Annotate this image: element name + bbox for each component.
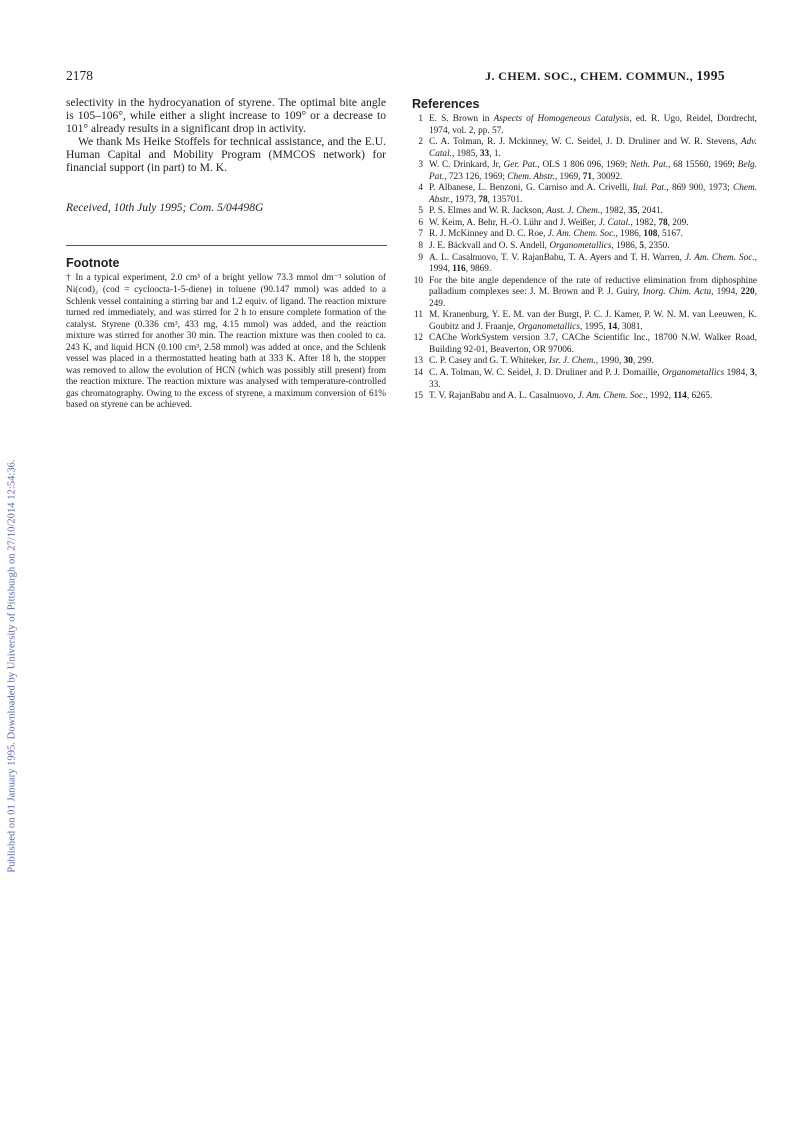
reference-text: , 1995,: [579, 321, 608, 332]
reference-text: , 1990,: [595, 356, 624, 367]
acknowledgement-paragraph: We thank Ms Heike Stoffels for technical assistance, and the E.U. Human Capital and Mobility Program (MMCOS network) for financial support (in part) to M. K.: [66, 134, 386, 174]
reference-volume: 78: [658, 217, 668, 228]
reference-number: 15: [413, 391, 423, 402]
reference-volume: 116: [452, 264, 466, 275]
left-column: [66, 97, 386, 412]
reference-item: [412, 137, 757, 160]
reference-journal: J. Am. Chem. Soc.: [577, 391, 646, 402]
reference-volume: 3: [750, 368, 755, 379]
reference-text: W. C. Drinkard, Jr,: [429, 160, 504, 171]
reference-text: J. E. Bäckvall and O. S. Andell,: [429, 241, 550, 252]
reference-item: [412, 218, 757, 230]
reference-journal: Chem. Abstr.: [429, 183, 758, 205]
reference-text: C. P. Casey and G. T. Whiteker,: [429, 356, 549, 367]
reference-number: 2: [418, 137, 423, 148]
reference-journal: Belg. Pat.: [429, 160, 758, 182]
reference-text: M. Kranenburg, Y. E. M. van der Burgt, P. C. J. Kamer, P. W. N. M. van Leeuwen, K. Goubitz and J. Fraanje,: [429, 310, 757, 332]
reference-text: , 1973,: [450, 194, 479, 205]
reference-text: C. A. Tolman, R. J. Mckinney, W. C. Seidel, J. D. Druliner and W. R. Stevens,: [429, 137, 741, 148]
reference-text: , ed. R. Ugo, Reidel, Dordrecht, 1974, vol. 2, pp. 57.: [429, 114, 758, 136]
reference-journal: Neth. Pat.: [630, 160, 669, 171]
reference-text: A. L. Casalnuovo, T. V. RajanBabu, T. A. Ayers and T. H. Warren,: [429, 252, 685, 263]
reference-number: 5: [418, 206, 423, 217]
body-paragraph: selectivity in the hydrocyanation of styrene. The optimal bite angle is 105–106°, while either a slight increase to 109° or a decrease to 101° already results in a significant drop in activity.: [66, 96, 386, 135]
section-divider: [66, 245, 387, 246]
reference-volume: 114: [673, 391, 687, 402]
reference-item: [412, 229, 757, 241]
journal-name: J. CHEM. SOC., CHEM. COMMUN.,: [485, 69, 693, 83]
reference-text: , 6265.: [686, 391, 713, 402]
reference-number: 9: [418, 252, 423, 263]
reference-text: R. J. McKinney and D. C. Roe,: [429, 229, 548, 240]
reference-number: 13: [413, 356, 423, 367]
reference-text: , 3081.: [617, 321, 643, 332]
reference-text: , 1982,: [630, 217, 659, 228]
reference-volume: 30: [623, 356, 633, 367]
reference-text: , 135701.: [487, 194, 523, 205]
reference-journal: J. Am. Chem. Soc.: [547, 229, 616, 240]
download-watermark: [0, 0, 22, 1127]
reference-text: , OLS 1 806 096, 1969;: [537, 160, 631, 171]
reference-text: , 1986,: [611, 241, 640, 252]
reference-item: [412, 333, 757, 356]
reference-text: , 723 126, 1969;: [444, 171, 508, 182]
reference-number: 7: [418, 229, 423, 240]
reference-journal: Organometallics: [662, 368, 725, 379]
journal-year: 1995: [696, 68, 725, 83]
reference-item: [412, 183, 757, 206]
footnote-text: † In a typical experiment, 2.0 cm³ of a bright yellow 73.3 mmol dm⁻³ solution of Ni(cod)₂ (cod = cycloocta-1-5-diene) in toluene (90.147 mmol) was added to a Schlenk vessel containing a stirring bar and 1.2 equiv. of ligand. The reaction mixture turned red immediately, and was stirred for 2 h to ensure complete formation of the catalyst. Styrene (0.336 cm³, 433 mg, 4.15 mmol) was added, and the reaction mixture was stirred for another 30 min. The reaction mixture was then cooled to ca. 243 K, and liquid HCN (0.100 cm³, 2.58 mmol) was added at once, and the Schlenk vessel was placed in a thermostatted heating bath at 333 K. After 18 h, the stopper was removed to allow the evolution of HCN (which was possibly still present) from the reaction mixture. The reaction mixture was analysed with temperature-controlled gas chromatography. Owing to the excess of styrene, a maximum conversion of 61% based on styrene can be achieved.: [66, 273, 386, 411]
reference-volume: 71: [582, 171, 593, 182]
reference-number: 6: [418, 217, 423, 228]
reference-text: , 1992,: [645, 391, 674, 402]
reference-journal: Organometallics: [517, 321, 580, 332]
reference-text: , 249.: [429, 287, 757, 309]
reference-journal: Ger. Pat.: [503, 160, 538, 171]
reference-number: 1: [418, 114, 423, 124]
reference-volume: 14: [607, 321, 618, 332]
reference-text: C. A. Tolman, W. C. Seidel, J. D. Druliner and P. J. Domaille,: [429, 368, 662, 379]
reference-volume: 78: [478, 194, 488, 205]
reference-text: P. Albanese, L. Benzoni, G. Carniso and A. Crivelli,: [429, 183, 633, 194]
reference-text: , 1982,: [600, 206, 629, 217]
reference-item: [412, 391, 757, 403]
reference-number: 4: [418, 183, 423, 194]
reference-volume: 33: [479, 148, 490, 159]
reference-item: [412, 253, 757, 276]
reference-text: , 5167.: [657, 229, 683, 240]
reference-text: W. Keim, A. Behr, H.-O. Lühr and J. Weißer,: [429, 217, 599, 228]
reference-text: , 30092.: [592, 171, 623, 182]
reference-text: For the bite angle dependence of the rate of reductive elimination from diphosphine palladium complexes see: J. M. Brown and P. J. Guiry,: [429, 275, 757, 298]
reference-journal: Ital. Pat.: [632, 183, 667, 194]
reference-journal: Adv. Catal.: [429, 137, 757, 159]
reference-number: 8: [418, 241, 423, 252]
reference-journal: Organometallics: [549, 241, 612, 252]
reference-item: [412, 276, 757, 311]
reference-number: 10: [413, 275, 423, 286]
reference-text: , 1986,: [615, 229, 644, 240]
reference-text: , 1994,: [711, 287, 741, 298]
reference-text: , 1969,: [554, 171, 583, 182]
reference-item: [412, 368, 757, 391]
reference-journal: Isr. J. Chem.: [548, 356, 596, 367]
reference-volume: 220: [740, 287, 755, 298]
reference-volume: 5: [639, 241, 645, 252]
reference-text: , 33.: [429, 368, 758, 390]
reference-text: , 869 900, 1973;: [666, 183, 733, 194]
reference-text: T. V. RajanBabu and A. L. Casalnuovo,: [429, 391, 578, 402]
reference-number: 12: [413, 333, 423, 344]
reference-volume: 108: [643, 229, 658, 240]
running-header: [485, 68, 725, 84]
reference-number: 14: [413, 368, 423, 379]
reference-item: [412, 241, 757, 253]
reference-text: , 209.: [667, 217, 689, 228]
references-heading: References: [412, 97, 480, 111]
reference-item: [412, 160, 757, 183]
reference-number: 11: [414, 310, 423, 321]
reference-text: , 1994,: [429, 252, 758, 275]
reference-item: [412, 206, 757, 218]
reference-text: , 68 15560, 1969;: [668, 160, 738, 171]
references-list: [412, 114, 757, 403]
reference-volume: 35: [628, 206, 638, 217]
reference-number: 3: [418, 160, 423, 171]
footnote-heading: Footnote: [66, 256, 120, 271]
reference-journal: Aust. J. Chem.: [546, 206, 601, 217]
reference-item: [412, 310, 757, 333]
page-number: 2178: [66, 68, 93, 83]
right-column: [412, 97, 757, 403]
received-line: Received, 10th July 1995; Com. 5/04498G: [66, 201, 264, 215]
reference-text: 1984,: [724, 368, 751, 379]
reference-journal: Inorg. Chim. Acta: [642, 287, 712, 298]
reference-text: CAChe WorkSystem version 3.7, CAChe Scientific Inc., 18700 N.W. Walker Road, Building 92-01, Beaverton, OR 97006.: [429, 333, 757, 355]
reference-text: , 2350.: [644, 241, 670, 252]
reference-text: , 9869.: [465, 264, 492, 275]
reference-text: E. S. Brown in: [429, 114, 494, 124]
reference-item: [412, 114, 757, 137]
reference-item: [412, 356, 757, 368]
reference-text: , 299.: [632, 356, 654, 367]
reference-journal: Chem. Abstr.: [507, 171, 555, 182]
reference-journal: J. Am. Chem. Soc.: [684, 252, 755, 263]
reference-journal: Aspects of Homogeneous Catalysis: [493, 114, 630, 124]
download-watermark-text: Published on 01 January 1995. Downloaded by University of Pittsburgh on 27/10/2014 12:54:36.: [6, 459, 18, 873]
reference-journal: J. Catal.: [598, 217, 631, 228]
reference-text: , 1985,: [452, 148, 480, 159]
reference-text: , 2041.: [637, 206, 663, 217]
reference-text: , 1.: [489, 148, 501, 159]
reference-text: P. S. Elmes and W. R. Jackson,: [429, 206, 547, 217]
